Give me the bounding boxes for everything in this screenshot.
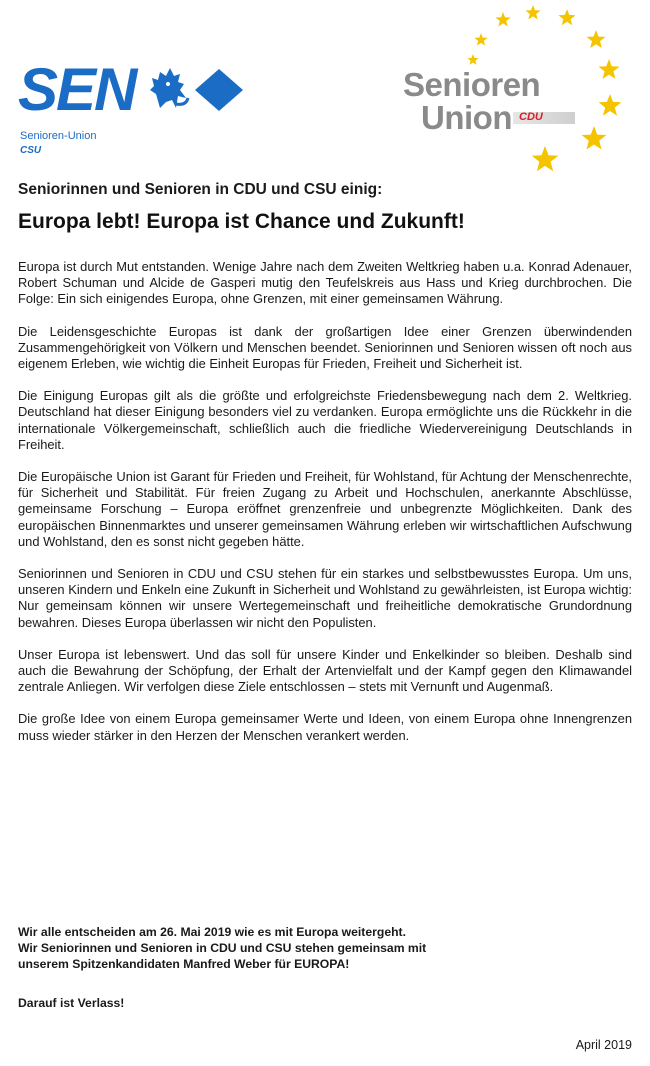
sen-wordmark: SEN (18, 56, 136, 123)
document-title: Europa lebt! Europa ist Chance und Zukunft! (18, 210, 465, 233)
logo-subtitle: Senioren-Union (20, 130, 97, 142)
star-icon (587, 30, 606, 48)
document-subtitle: Seniorinnen und Senioren in CDU und CSU einig: (18, 181, 383, 198)
logo-party-cdu: CDU (519, 111, 543, 123)
paragraph: Die Leidensgeschichte Europas ist dank der großartigen Idee einer Grenzen überwindenden Zusammengehörigkeit von Völkern und Menschen beendet. Seniorinnen und Senioren wissen oft noch aus eigenem Erleben, wie wichtig die Einheit Europas für Frieden, Freiheit und Sicherheit ist. (18, 323, 632, 372)
closing-line: Wir Seniorinnen und Senioren in CDU und CSU stehen gemeinsam mit (18, 941, 427, 956)
logo-party-csu: CSU (20, 145, 42, 156)
document-date: April 2019 (575, 1038, 632, 1052)
paragraph: Unser Europa ist lebenswert. Und das soll für unsere Kinder und Enkelkinder so bleiben. Deshalb sind auch die Bewahrung der Schöpfung, der Erhalt der Artenvielfalt und der Kampf gegen den Klimawandel zentrale Anliegen. Wir verfolgen diese Ziele entschlossen – stets mit Vernunft und Augenmaß. (18, 646, 632, 695)
paragraph: Die große Idee von einem Europa gemeinsamer Werte und Ideen, von einem Europa ohne Innengrenzen muss wieder stärker in den Herzen der Menschen verankert werden. (18, 711, 632, 743)
star-icon (532, 146, 559, 171)
letterhead (0, 0, 650, 180)
star-icon (467, 54, 478, 65)
star-icon (599, 59, 620, 79)
logo-line-senioren: Senioren (403, 66, 541, 103)
paragraph: Seniorinnen und Senioren in CDU und CSU stehen für ein starkes und selbstbewusstes Europa. Um uns, unseren Kindern und Enkeln eine Zukunft in Sicherheit und Wohlstand zu gewährleisten, ist Europa wichtig: Nur gemeinsam können wir unsere Wertegemeinschaft und freiheitliche demokratische Grundordnung bewahren. Dieses Europa überlassen wir nicht den Populisten. (18, 566, 632, 630)
senioren-union-cdu-logo (395, 0, 650, 180)
senioren-union-csu-logo (18, 56, 248, 170)
lion-icon (146, 64, 192, 114)
paragraph: Die Europäische Union ist Garant für Frieden und Freiheit, für Wohlstand, für Achtung der Menschenrechte, für Sicherheit und Stabilität. Für freien Zugang zu Arbeit und Hochschulen, anerkannte Abschlüsse, gemeinsame Forschung – Europa eröffnet grenzenfreie und unbegrenzte Möglichkeiten. Dank des europäischen Binnenmarktes und unserer gemeinsamen Währung erleben wir wirtschaftlichen Aufschwung und Wohlstand, den es sonst nicht gegeben hätte. (18, 469, 632, 549)
document-body (18, 259, 632, 760)
signoff: Darauf ist Verlass! (18, 996, 125, 1010)
star-icon (599, 94, 622, 116)
bavarian-lozenge-icon (193, 67, 245, 113)
star-icon (525, 5, 540, 20)
star-icon (495, 12, 510, 27)
closing-line: Wir alle entscheiden am 26. Mai 2019 wie es mit Europa weitergeht. (18, 925, 407, 939)
star-icon (582, 126, 607, 150)
star-icon (558, 9, 575, 25)
logo-line-union: Union (421, 99, 512, 136)
paragraph: Die Einigung Europas gilt als die größte und erfolgreichste Friedensbewegung nach dem 2. Weltkrieg. Deutschland hat dieser Einigung besonders viel zu verdanken. Europa ermöglichte uns die Rückkehr in die internationale Völkergemeinschaft, schließlich auch die friedliche Wiedervereinigung Deutschlands in Freiheit. (18, 388, 632, 452)
closing-line: unserem Spitzenkandidaten Manfred Weber für EUROPA! (18, 957, 350, 972)
paragraph: Europa ist durch Mut entstanden. Wenige Jahre nach dem Zweiten Weltkrieg haben u.a. Konrad Adenauer, Robert Schuman und Alcide de Gasperi mutig den Teufelskreis aus Hass und Krieg durchbrochen. Die Folge: Ein sich einigendes Europa, ohne Grenzen, mit einer gemeinsamen Währung. (18, 259, 632, 307)
star-icon (474, 33, 487, 46)
closing-statement (18, 924, 632, 973)
